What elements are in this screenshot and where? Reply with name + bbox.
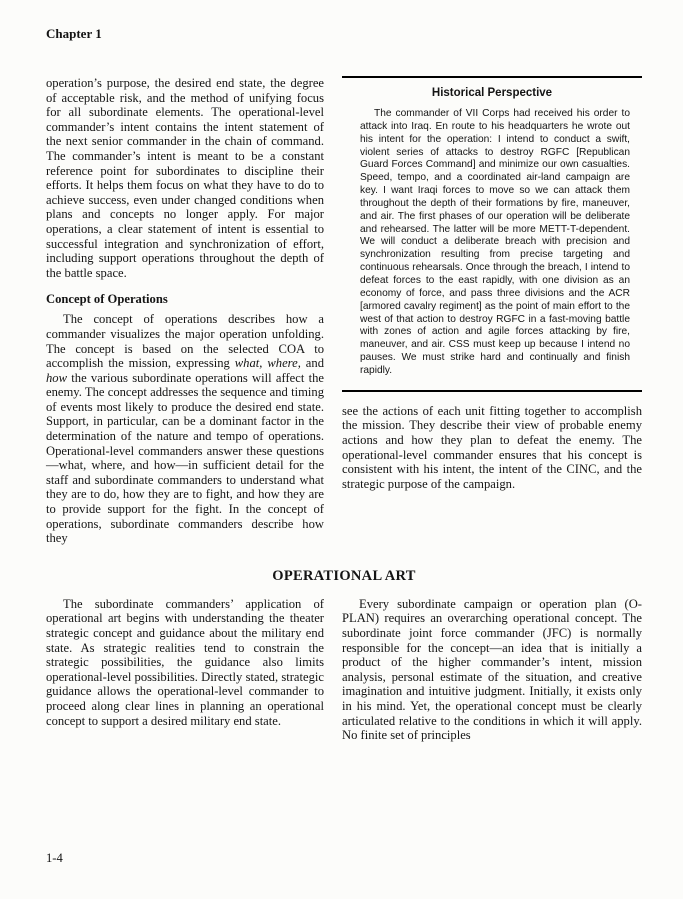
chapter-header: Chapter 1 [46, 26, 102, 41]
historical-perspective-body: The commander of VII Corps had received his order to attack into Iraq. En route to his headquarters he wrote out his intent for the operation: I intend to conduct a swift, violent series of attacks to destroy RGFC [Republican Guard Forces Command] and minimize our own casualties. Speed, tempo, and a coordinated air-land campaign are key. I want Iraqi forces to move so we can attack them throughout the depth of their formations by fire, maneuver, and air. The first phases of our operation will be deliberate and rehearsed. The latter will be more METT-T-dependent. We will conduct a deliberate breach with precision and synchronization resulting from precise targeting and continuous rehearsals. Once through the breach, I intend to defeat forces to the east rapidly, with one division as an economy of force, and pass three divisions and the ACR [armored cavalry regiment] as the point of main effort to the west of that action to destroy RGFC in a fast-moving battle with zones of action and agile forces attacking by fire, maneuver, and air. CSS must keep up because I intend no pauses. We must strike hard and continually and finish rapidly. [360, 108, 630, 376]
page-content [46, 76, 642, 751]
text-run: The concept of operations describes how a commander visualizes the major operation unfolding. The concept is based on the selected COA to accomplish the mission, expressing [46, 312, 324, 371]
operational-art-heading: OPERATIONAL ART [272, 567, 416, 584]
text-run: and [300, 356, 324, 371]
paragraph-operational-art-left: The subordinate commanders’ application of operational art begins with understanding the theater strategic concept and guidance about the military end state. As strategic realities tend to constrain the strategic possibilities, the guidance also limits operational-level possibilities. Directly stated, strategic guidance allows the operational-level commander to proceed along clear lines in planning an operational concept to support a desired military end state. [46, 596, 324, 728]
italic-run: how [46, 370, 67, 385]
paragraph-concept-continuation: see the actions of each unit fitting together to accomplish the mission. They describe their view of probable enemy actions and how they plan to defeat the enemy. The operational-level commander ensures that his concept is consistent with his intent, the intent of the CINC, and the strategic purpose of the campaign. [342, 403, 642, 491]
page-number: 1-4 [46, 851, 63, 865]
italic-run: what, where, [234, 356, 301, 371]
bottom-columns [46, 597, 642, 751]
text-run: the various subordinate operations will affect the enemy. The concept addresses the sequence and timing of events most likely to produce the desired end state. Support, in particular, can be a dominant factor in the determination of the nature and tempo of operations. Operational-level commanders answer these questions—what, where, and how—in sufficient detail for the staff and subordinate commanders to understand what they are to do, how they are to fight, and how they are to provide support for the fight. In the concept of operations, subordinate commanders describe how they [46, 370, 324, 546]
paragraph-operational-art-right: Every subordinate campaign or operation plan (O-PLAN) requires an overarching operational concept. The subordinate joint force commander (JFC) is normally responsible for the concept—an idea that is initially a product of the higher commander’s intent, mission analysis, personal estimate of the situation, and creative imagination and intuitive judgment. Initially, it exists only in his mind. Yet, the operational concept must be clearly articulated relative to the conditions in which it will apply. No finite set of principles [342, 596, 642, 743]
paragraph-concept-of-operations [46, 312, 324, 546]
top-columns [46, 76, 642, 554]
bottom-right-column [342, 597, 642, 751]
historical-perspective-title: Historical Perspective [431, 87, 553, 99]
bottom-left-column [46, 597, 324, 751]
left-column [46, 76, 324, 554]
concept-of-operations-heading: Concept of Operations [46, 292, 168, 307]
historical-perspective-box [342, 76, 642, 392]
right-column [342, 76, 642, 554]
paragraph-intent-continuation: operation’s purpose, the desired end state, the degree of acceptable risk, and the method of unifying focus for all subordinate elements. The operational-level commander’s intent contains the intent statement of the next senior commander in the chain of command. The commander’s intent is meant to be a constant reference point for subordinates to discipline their efforts. It helps them focus on what they have to do to achieve success, even under changed conditions when plans and concepts no longer apply. For major operations, a clear statement of intent is essential to successful integration and synchronization of effort, including support operations throughout the depth of the battle space. [46, 76, 324, 280]
